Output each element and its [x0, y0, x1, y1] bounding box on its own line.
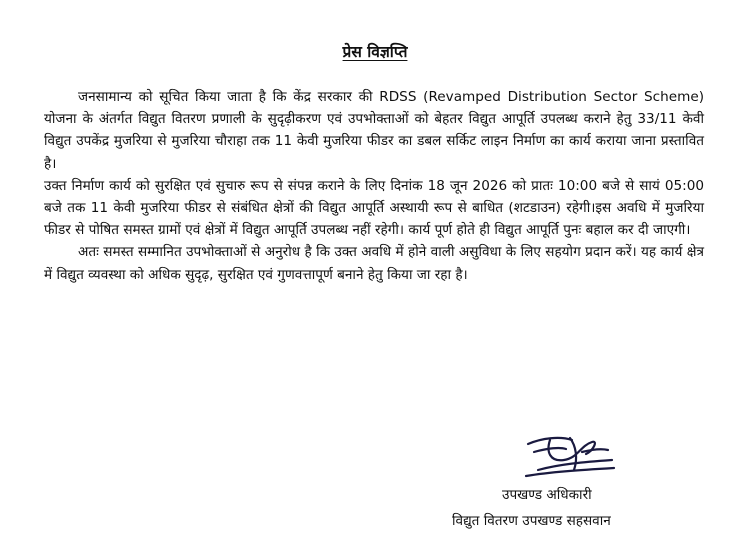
signatory-designation: उपखण्ड अधिकारी — [502, 487, 592, 503]
signatory-office: विद्युत वितरण उपखण्ड सहसवान — [452, 513, 611, 529]
paragraph-announcement: जनसामान्य को सूचित किया जाता है कि केंद्र सरकार की RDSS (Revamped Distribution Sector Scheme) योजना के अंतर्गत विद्युत वितरण प्रणाली के सुदृढ़ीकरण एवं उपभोक्ताओं को बेहतर विद्युत आपूर्ति उपलब्ध कराने हेतु 33/11 केवी विद्युत उपकेंद्र मुजरिया से मुजरिया चौराहा तक 11 केवी मुजरिया फीडर का डबल सर्किट लाइन निर्माण का कार्य कराया जाना प्रस्तावित है। — [44, 89, 704, 172]
handwritten-signature — [520, 430, 620, 482]
paragraph-shutdown-details: उक्त निर्माण कार्य को सुरक्षित एवं सुचारु रूप से संपन्न कराने के लिए दिनांक 18 जून 2026 को प्रातः 10:00 बजे से सायं 05:00 बजे तक 11 केवी मुजरिया फीडर से संबंधित क्षेत्रों की विद्युत आपूर्ति अस्थायी रूप से बाधित (शटडाउन) रहेगी।इस अवधि में मुजरिया फीडर से पोषित समस्त ग्रामों एवं क्षेत्रों में विद्युत आपूर्ति उपलब्ध नहीं रहेगी। कार्य पूर्ण होते ही विद्युत आपूर्ति पुनः बहाल कर दी जाएगी। — [44, 177, 704, 239]
page-title: प्रेस विज्ञप्ति — [342, 43, 408, 61]
release-body — [44, 86, 704, 286]
paragraph-request: अतः समस्त सम्मानित उपभोक्ताओं से अनुरोध है कि उक्त अवधि में होने वाली असुविधा के लिए सहयोग प्रदान करें। यह कार्य क्षेत्र में विद्युत व्यवस्था को अधिक सुदृढ़, सुरक्षित एवं गुणवत्तापूर्ण बनाने हेतु किया जा रहा है। — [44, 244, 704, 283]
